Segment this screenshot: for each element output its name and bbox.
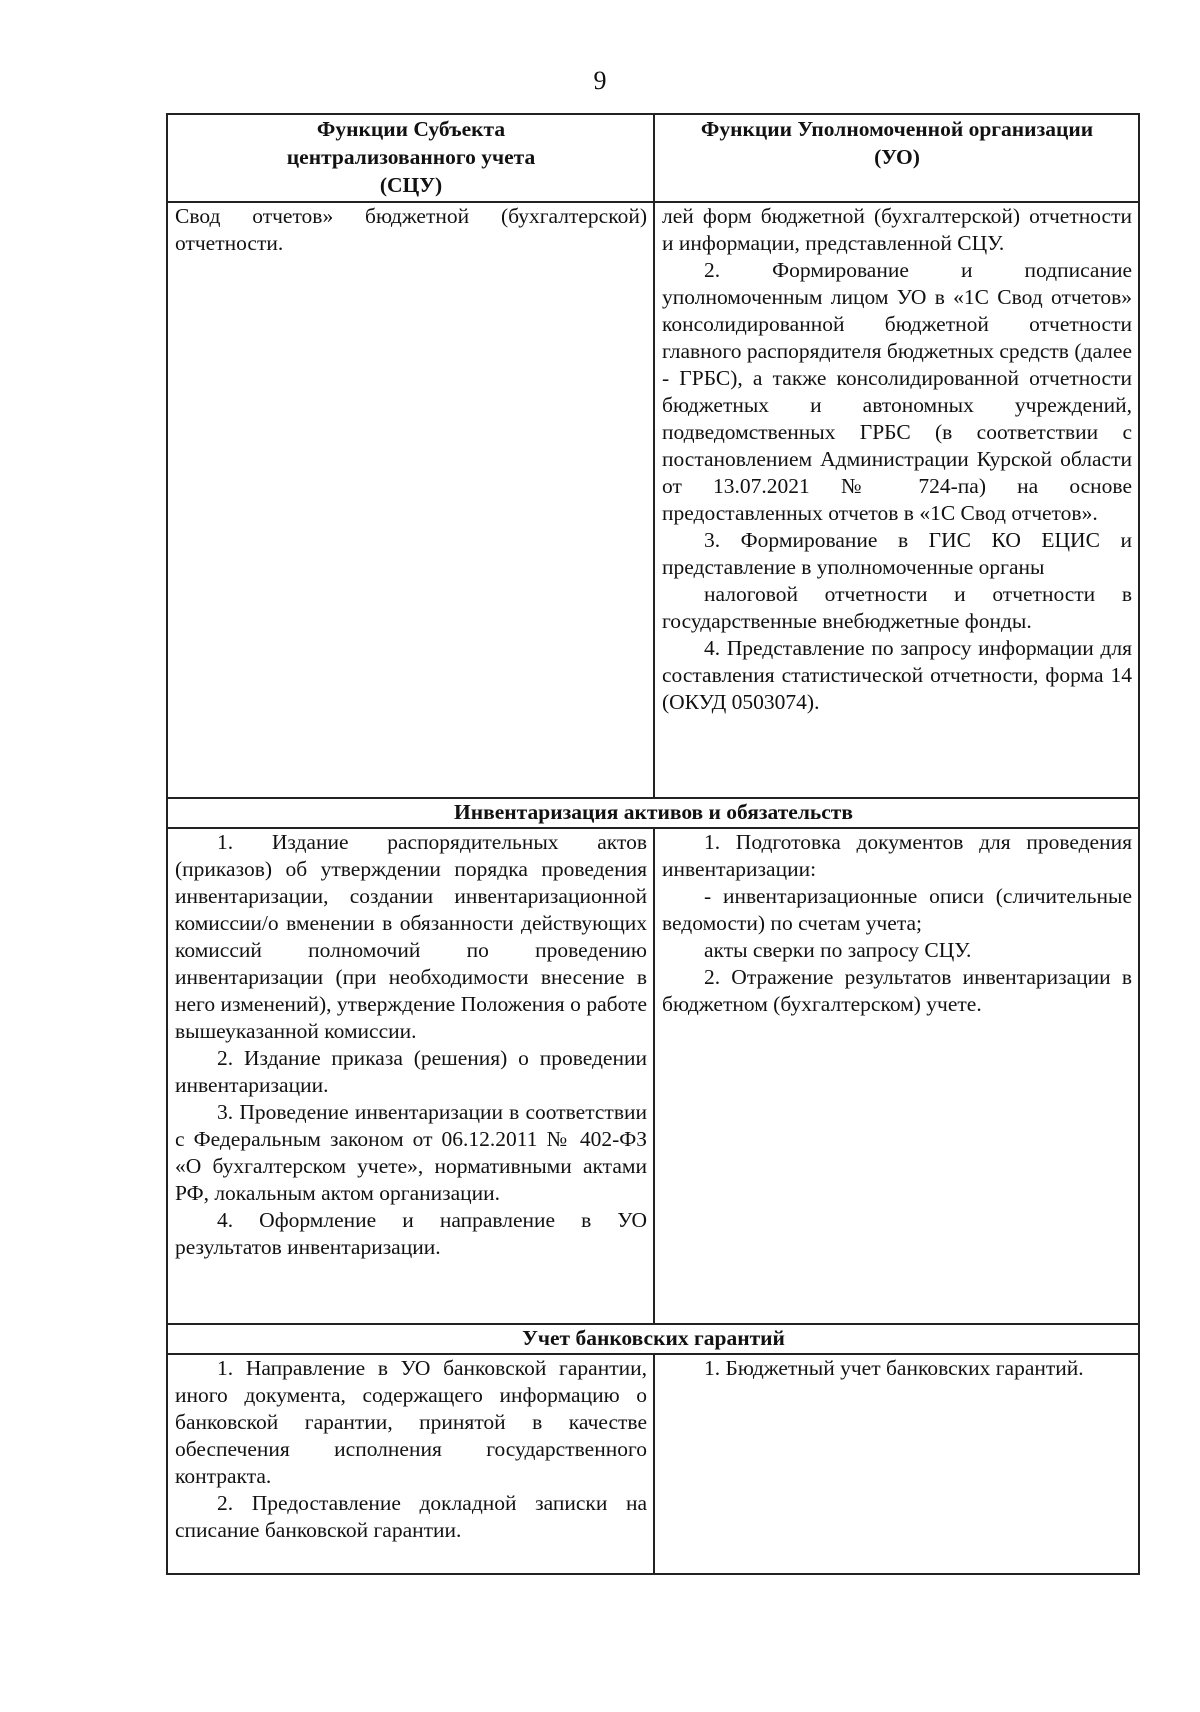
row1-right-p3: 3. Формирование в ГИС КО ЕЦИС и представление в уполномоченные органы bbox=[662, 528, 1132, 579]
row2-right-p2: - инвентаризационные описи (сличительные ведомости) по счетам учета; bbox=[662, 884, 1132, 935]
row2-right-p1: 1. Подготовка документов для проведения инвентаризации: bbox=[662, 830, 1132, 881]
row2-right-p3: акты сверки по запросу СЦУ. bbox=[704, 938, 972, 962]
section-row-bank bbox=[167, 1324, 1139, 1354]
header-sсu bbox=[167, 114, 654, 202]
page-number: 9 bbox=[593, 66, 607, 95]
header-left-line-3: (СЦУ) bbox=[379, 173, 443, 197]
header-left-line-2: централизованного учета bbox=[286, 145, 536, 169]
row1-right-p5: 4. Представление по запросу информации для составления статистической отчетности, форма 14 (ОКУД 0503074). bbox=[662, 636, 1132, 714]
row3-left-p1: 1. Направление в УО банковской гарантии, иного документа, содержащего информацию о банковской гарантии, принятой в качестве обеспечения исполнения государственного контракта. bbox=[175, 1356, 647, 1488]
row3-right-p1: 1. Бюджетный учет банковских гарантий. bbox=[704, 1356, 1084, 1380]
header-right-line-2: (УО) bbox=[874, 145, 920, 169]
row2-left-p1: 1. Издание распорядительных актов (приказов) об утверждении порядка проведения инвентаризации, создании инвентаризационной комиссии/о вменении в обязанности действующих комиссий полномочий по проведению инвентаризации (при необходимости внесение в него изменений), утверждение Положения о работе вышеуказанной комиссии. bbox=[175, 830, 647, 1043]
section-title-bank: Учет банковских гарантий bbox=[167, 1324, 1139, 1354]
row2-right-p4: 2. Отражение результатов инвентаризации в бюджетном (бухгалтерском) учете. bbox=[662, 965, 1132, 1016]
table-row bbox=[167, 1354, 1139, 1574]
row2-left-cell bbox=[167, 828, 654, 1324]
header-right-line-1: Функции Уполномоченной организации bbox=[700, 117, 1094, 141]
row2-left-p4: 4. Оформление и направление в УО результатов инвентаризации. bbox=[175, 1208, 647, 1259]
row2-right-cell bbox=[654, 828, 1139, 1324]
row1-right-cell bbox=[654, 202, 1139, 798]
section-row-inventory bbox=[167, 798, 1139, 828]
header-left-line-1: Функции Субъекта bbox=[316, 117, 506, 141]
row3-left-cell bbox=[167, 1354, 654, 1574]
table-row bbox=[167, 202, 1139, 798]
table-row bbox=[167, 828, 1139, 1324]
row1-right-p2: 2. Формирование и подписание уполномоченным лицом УО в «1С Свод отчетов» консолидированной бюджетной отчетности главного распорядителя бюджетных средств (далее - ГРБС), а также консолидированной отчетности бюджетных и автономных учреждений, подведомственных ГРБС (в соответствии с постановлением Администрации Курской области от 13.07.2021 № 724-па) на основе предоставленных отчетов в «1С Свод отчетов». bbox=[662, 258, 1132, 525]
row2-left-p3: 3. Проведение инвентаризации в соответствии с Федеральным законом от 06.12.2011 № 402-ФЗ «О бухгалтерском учете», нормативными актами РФ, локальным актом организации. bbox=[175, 1100, 647, 1205]
row3-right-cell bbox=[654, 1354, 1139, 1574]
functions-table bbox=[166, 113, 1140, 1575]
table-header-row bbox=[167, 114, 1139, 202]
row3-left-p2: 2. Предоставление докладной записки на списание банковской гарантии. bbox=[175, 1491, 647, 1542]
row1-left-p1: Свод отчетов» бюджетной (бухгалтерской) отчетности. bbox=[175, 204, 647, 255]
header-uo bbox=[654, 114, 1139, 202]
section-title-inventory: Инвентаризация активов и обязательств bbox=[167, 798, 1139, 828]
row2-left-p2: 2. Издание приказа (решения) о проведении инвентаризации. bbox=[175, 1046, 647, 1097]
row1-right-p1: лей форм бюджетной (бухгалтерской) отчетности и информации, представленной СЦУ. bbox=[662, 204, 1132, 255]
row1-right-p4: налоговой отчетности и отчетности в государственные внебюджетные фонды. bbox=[662, 582, 1132, 633]
row1-left-cell bbox=[167, 202, 654, 798]
